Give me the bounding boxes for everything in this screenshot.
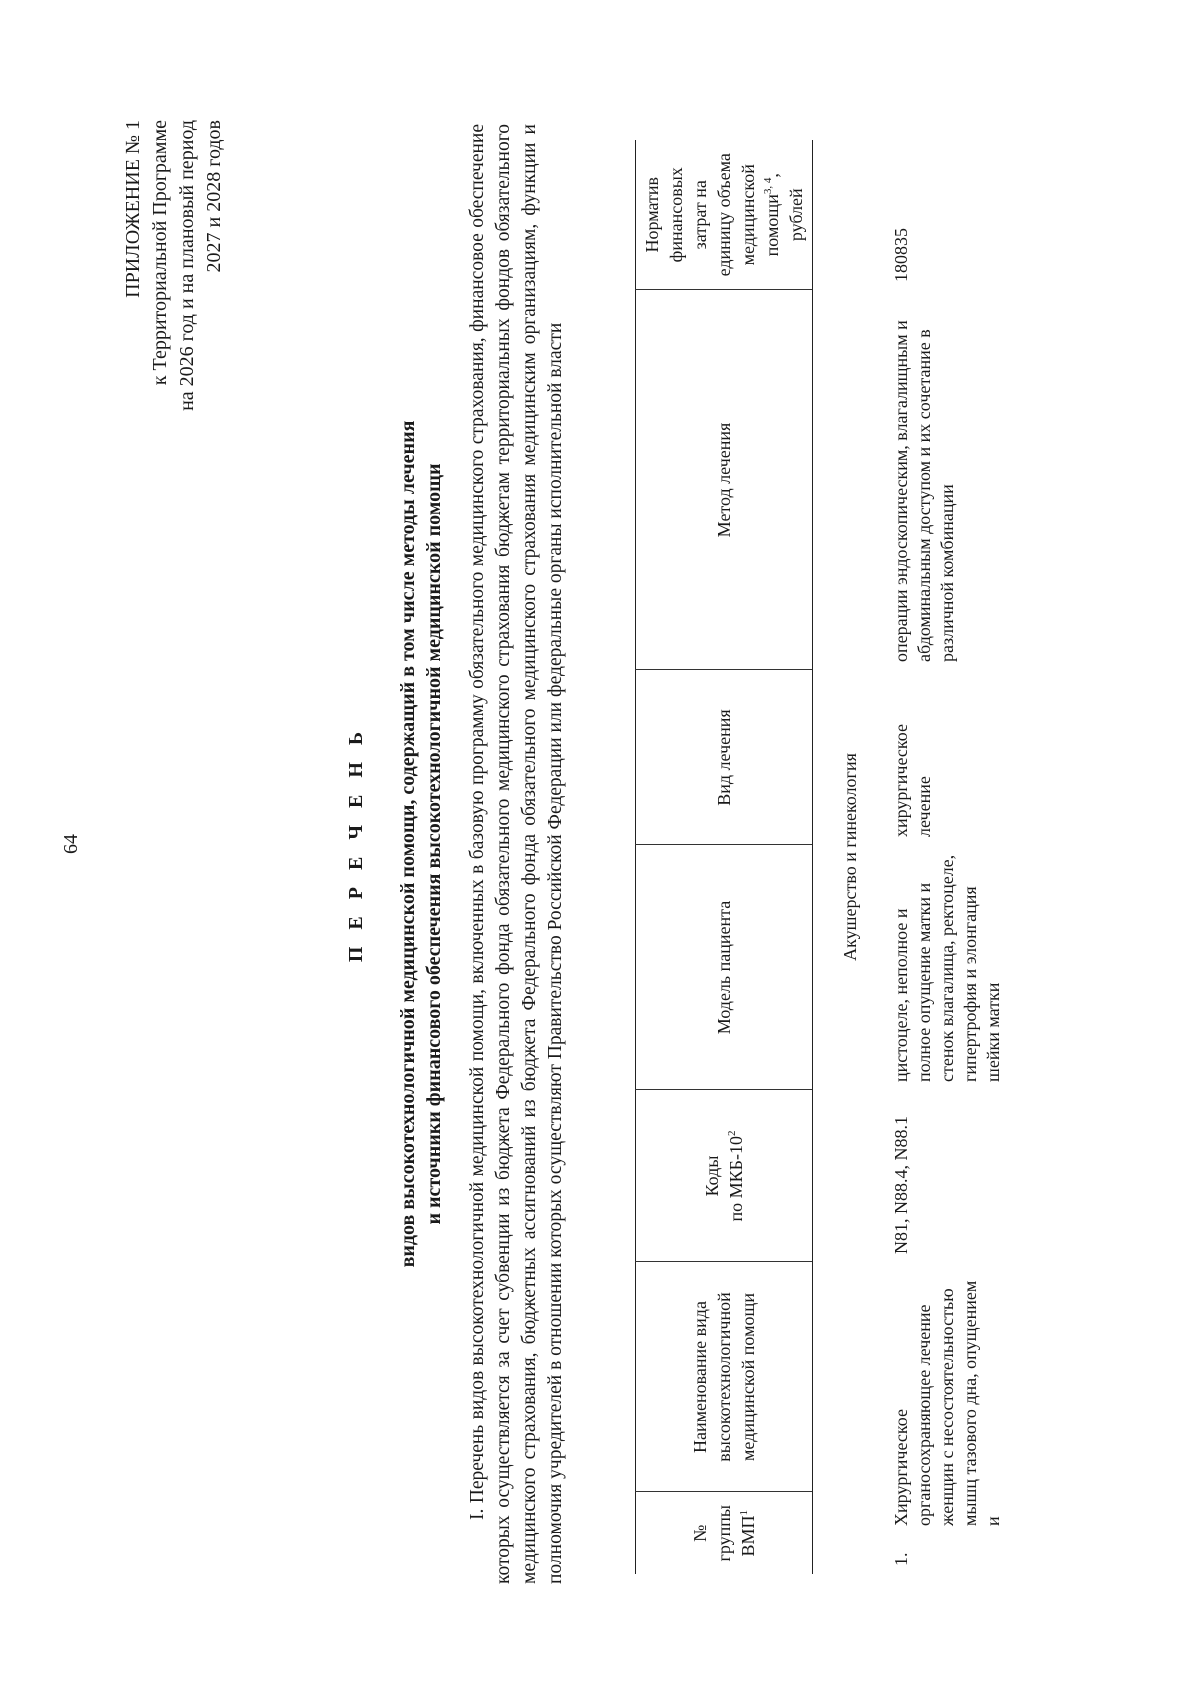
page-number: 64 — [60, 834, 82, 854]
header-group-number: № группы ВМП$^1$ — [636, 1492, 813, 1574]
appendix-line: к Территориальной Программе — [149, 120, 171, 386]
header-vmp-name: Наименование вида высокотехнологичной медицинской помощи — [636, 1262, 813, 1492]
appendix-line: на 2026 год и на плановый период — [176, 120, 198, 411]
header-treatment-type: Вид лечения — [636, 670, 813, 845]
cell-cost-norm: 180835 — [891, 228, 911, 282]
intro-paragraph: I. Перечень видов высокотехнологичной медицинской помощи, включенных в базовую программу обязательного медицинского страхования, финансовое обеспечение которых осуществляется за счет субвенции из бюджета Федерального фонда обязательного медицинского страхования бюджетам территориальных фондов обязательного медицинского страхования, бюджетных ассигнований из бюджета Федерального фонда обязательного медицинского страхования медицинским организациям, функции и полномочия учредителей в отношении которых осуществляют Правительство Российской Федерации или федеральные органы исполнительной власти — [467, 124, 566, 1584]
cell-vmp-name: Хирургическое органосохраняющее лечение женщин с несостоятельностью мышц тазового дна, опущением и — [891, 1280, 1003, 1526]
subtitle-line: видов высокотехнологичной медицинской помощи, содержащий в том числе методы лечения — [397, 420, 419, 1268]
intro-section — [465, 124, 569, 1584]
section-title: Акушерство и гинекология — [840, 753, 860, 961]
header-patient-model: Модель пациента — [636, 845, 813, 1090]
table-row — [886, 140, 1009, 1574]
cell-icd-codes: N81, N88.4, N88.1 — [891, 1116, 911, 1254]
vmp-table — [635, 140, 1009, 1574]
cell-group-number: 1. — [891, 1552, 911, 1566]
header-icd-codes: Коды по МКБ-$10^2$ — [636, 1090, 813, 1262]
header-cost-norm: Норматив финансовых затрат на единицу объема медицинской помощи$^{3, 4}$, рублей — [636, 140, 813, 290]
appendix-line: 2027 и 2028 годов — [203, 120, 225, 273]
table-header-row — [636, 140, 813, 1574]
cell-treatment-method: операции эндоскопическим, влагалищным и абдоминальным доступом и их сочетание в различной комбинации — [891, 320, 957, 662]
document-title: П Е Р Е Ч Е Н Ь — [345, 725, 367, 963]
section-row — [813, 140, 887, 1574]
header-treatment-method: Метод лечения — [636, 290, 813, 670]
cell-treatment-type: хирургическое лечение — [891, 724, 934, 837]
document-subtitle — [395, 144, 447, 1544]
cell-group-and-name — [886, 1262, 1009, 1574]
subtitle-line: и источники финансового обеспечения высокотехнологичной медицинской помощи — [423, 463, 445, 1225]
cell-patient-model: цистоцеле, неполное и полное опущение матки и стенок влагалища, ректоцеле, гипертрофия и элонгация шейки матки — [891, 854, 1003, 1082]
appendix-title: ПРИЛОЖЕНИЕ № 1 — [122, 120, 144, 298]
appendix-header — [120, 120, 228, 640]
